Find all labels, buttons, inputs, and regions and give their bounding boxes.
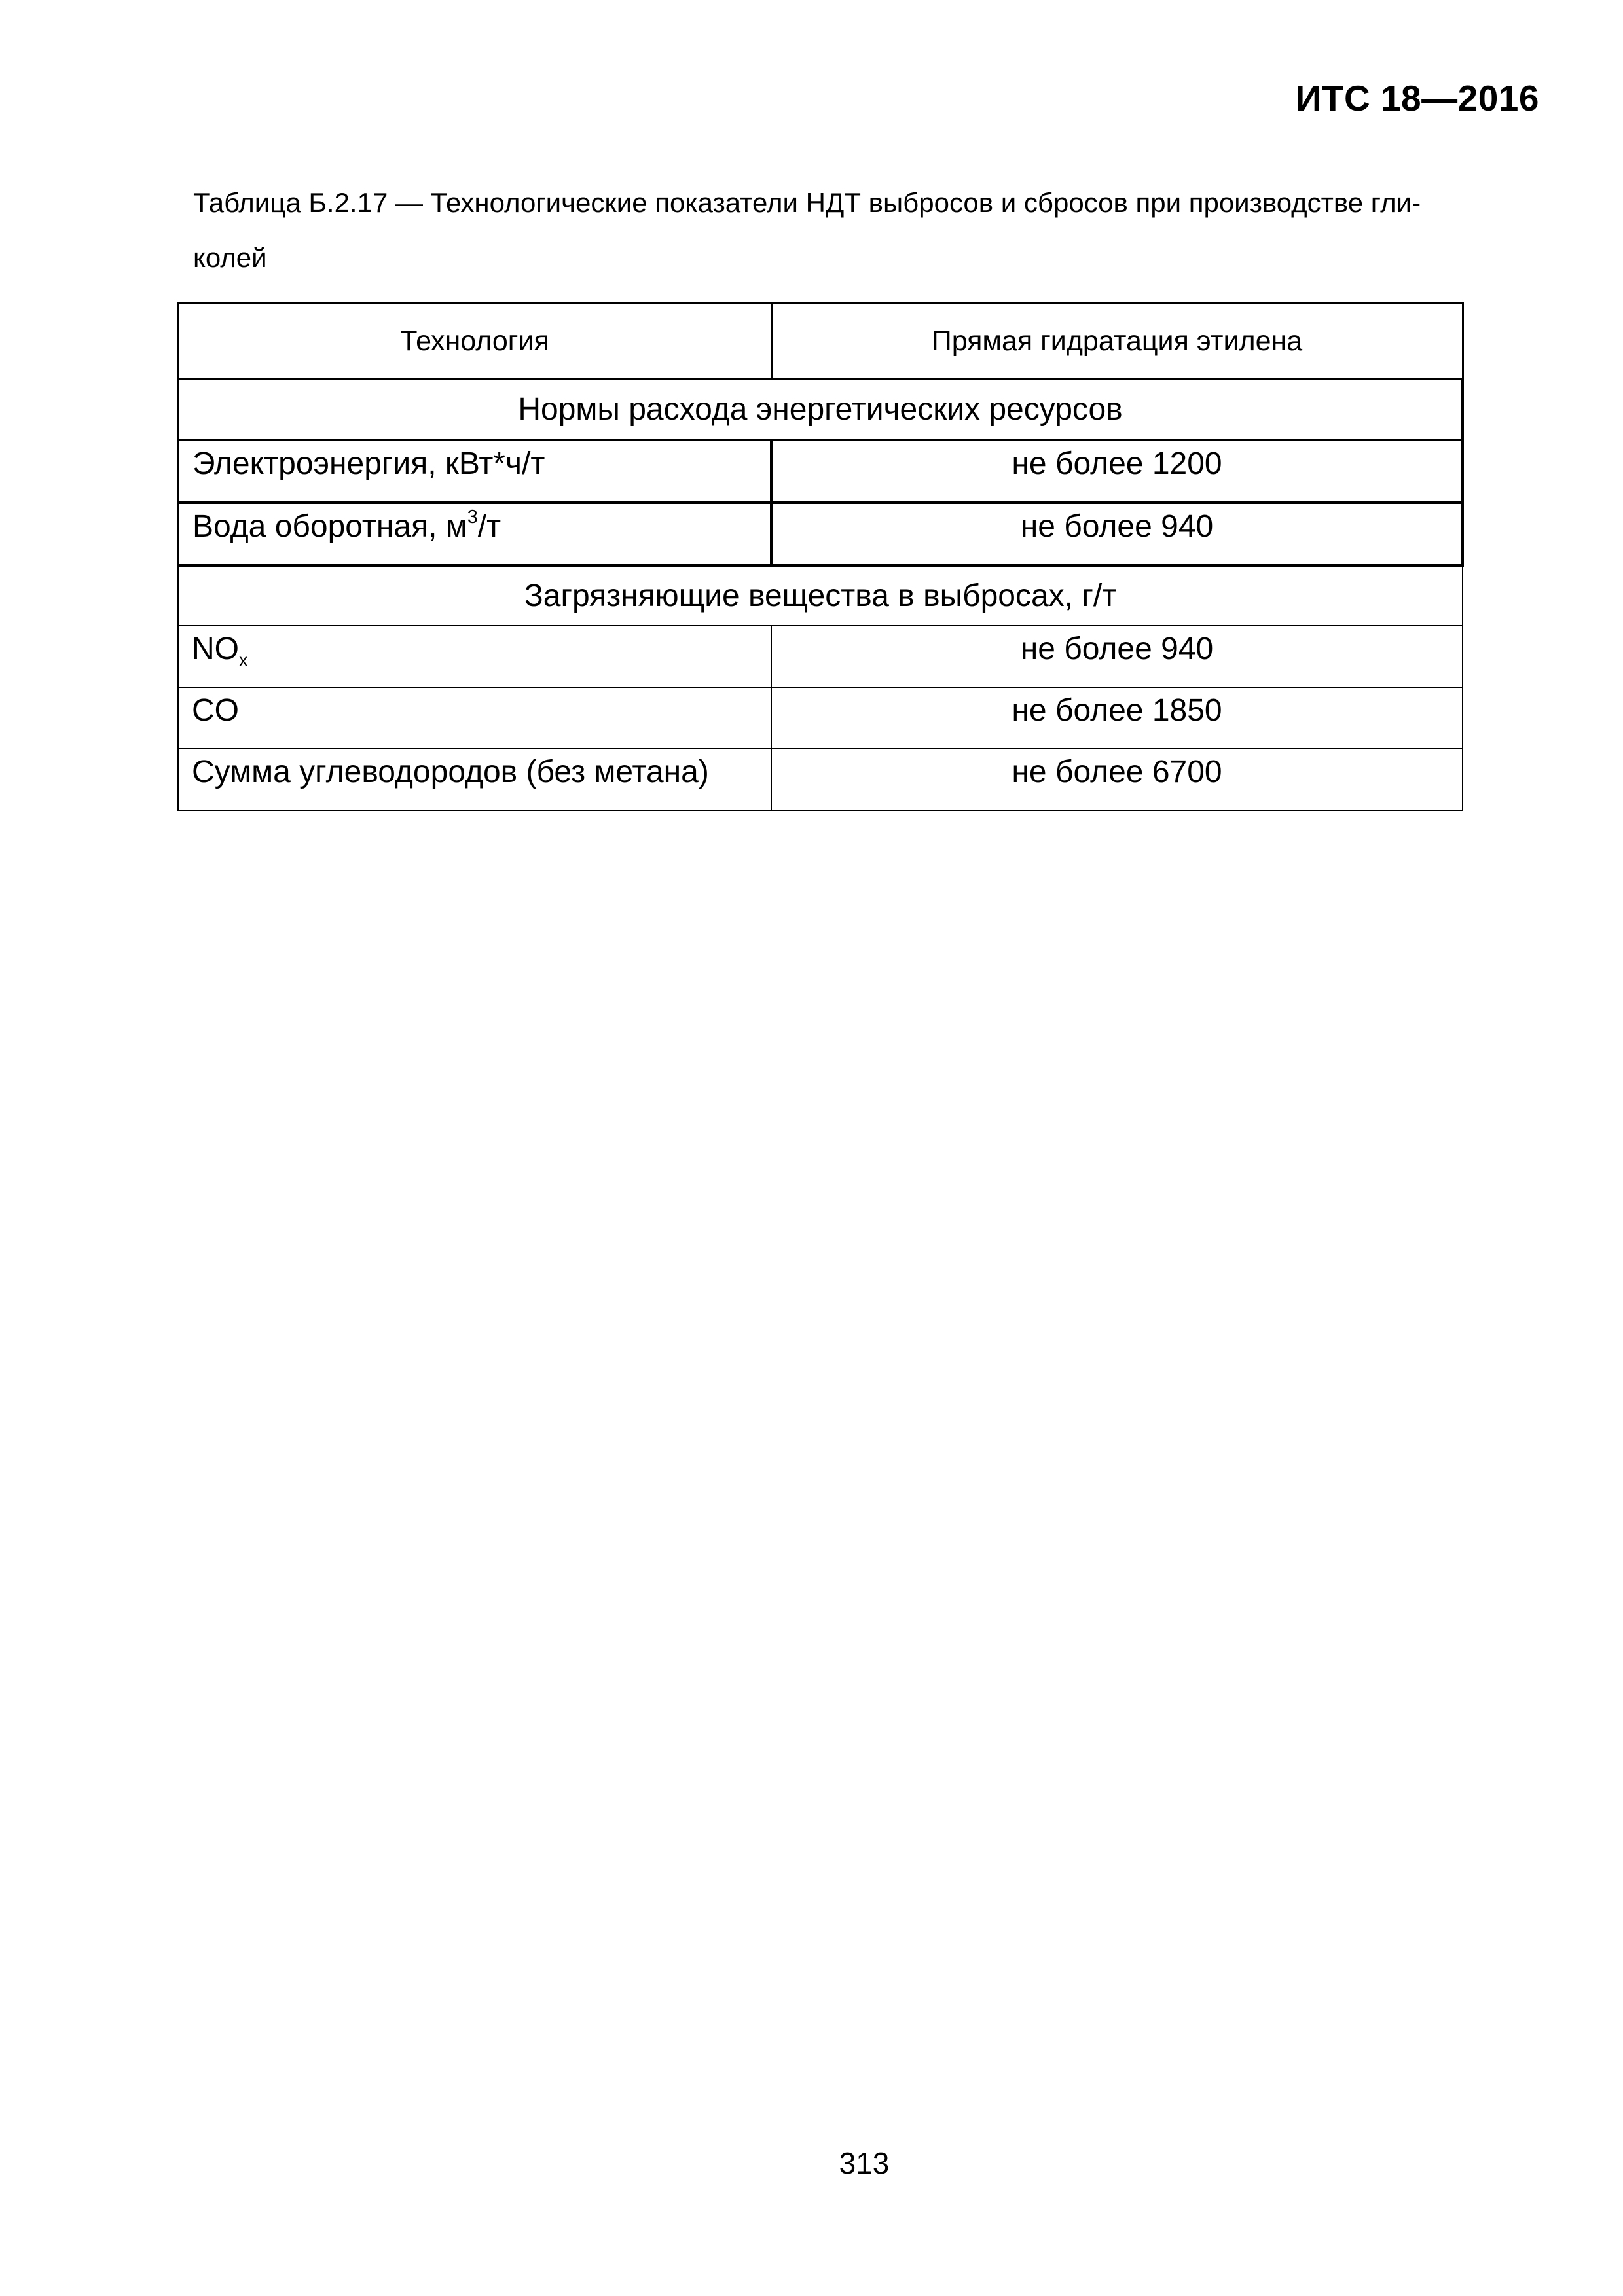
- page-number: 313: [839, 2146, 890, 2180]
- row-name: Электроэнергия, кВт*ч/т: [178, 440, 771, 503]
- table-row: [178, 749, 1463, 810]
- row-name: Вода оборотная, $м^3/т$: [178, 503, 771, 565]
- section-row: [178, 565, 1463, 626]
- caption-line-1: Таблица Б.2.17 — Технологические показатели НДТ выбросов и сбросов при производстве гли-: [193, 187, 1421, 218]
- row-name: $NO_x$: [178, 626, 771, 687]
- row-name: Сумма углеводородов (без метана): [178, 749, 771, 810]
- section-title-emissions: Загрязняющие вещества в выбросах, г/т: [178, 565, 1463, 626]
- column-header-process: Прямая гидратация этилена: [771, 304, 1463, 380]
- row-name: CO: [178, 687, 771, 749]
- table-row: [178, 503, 1463, 565]
- table-header-row: [178, 304, 1463, 380]
- table-caption: [193, 175, 1542, 285]
- section-row: [178, 379, 1463, 440]
- indicators-table: [177, 302, 1464, 811]
- document-code: ИТС 18—2016: [1295, 78, 1539, 118]
- row-value: не более 1850: [771, 687, 1463, 749]
- row-value: не более 6700: [771, 749, 1463, 810]
- section-title-energy: Нормы расхода энергетических ресурсов: [178, 379, 1463, 440]
- column-header-technology: Технология: [178, 304, 771, 380]
- caption-line-2: колей: [193, 242, 267, 273]
- row-value: не более 1200: [771, 440, 1463, 503]
- table-row: [178, 626, 1463, 687]
- row-value: не более 940: [771, 503, 1463, 565]
- table-row: [178, 440, 1463, 503]
- table-row: [178, 687, 1463, 749]
- row-value: не более 940: [771, 626, 1463, 687]
